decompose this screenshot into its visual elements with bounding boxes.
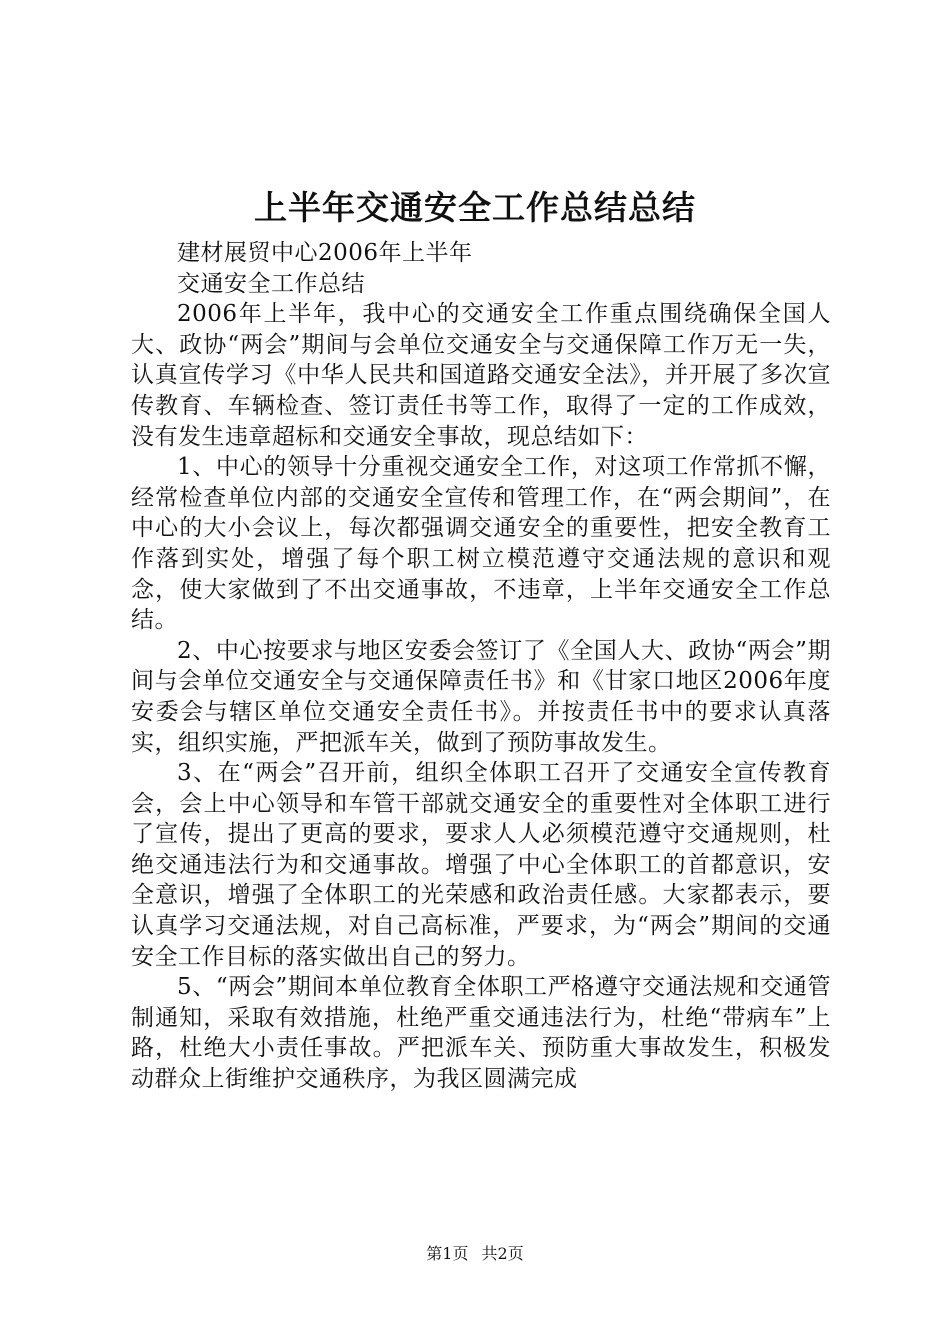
paragraph-item-1: 1、中心的领导十分重视交通安全工作，对这项工作常抓不懈，经常检查单位内部的交通安全宣传和管理工作，在“两会期间”，在中心的大小会议上，每次都强调交通安全的重要性，把安全教育工作落到实处，增强了每个职工树立模范遵守交通法规的意识和观念，使大家做到了不出交通事故，不违章，上半年交通安全工作总结。 xyxy=(131,454,831,634)
paragraph-item-2: 2、中心按要求与地区安委会签订了《全国人大、政协“两会”期间与会单位交通安全与交通保障责任书》和《甘家口地区2006年度安委会与辖区单位交通安全责任书》。并按责任书中的要求认真落实，组织实施，严把派车关，做到了预防事故发生。 xyxy=(131,637,831,756)
page-footer xyxy=(0,1244,950,1264)
paragraph-org-line: 建材展贸中心2006年上半年 xyxy=(177,240,473,266)
paragraph-intro: 2006年上半年，我中心的交通安全工作重点围绕确保全国人大、政协“两会”期间与会单位交通安全与交通保障工作万无一失，认真宣传学习《中华人民共和国道路交通安全法》，并开展了多次宣传教育、车辆检查、签订责任书等工作，取得了一定的工作成效，没有发生违章超标和交通安全事故，现总结如下： xyxy=(131,301,831,450)
document-title: 上半年交通安全工作总结总结 xyxy=(254,188,696,227)
page-number: 第1页 xyxy=(426,1244,469,1263)
page-total: 共2页 xyxy=(481,1244,524,1263)
paragraph-item-5: 5、“两会”期间本单位教育全体职工严格遵守交通法规和交通管制通知，采取有效措施，杜绝严重交通违法行为，杜绝“带病车”上路，杜绝大小责任事故。严把派车关、预防重大事故发生，积极发动群众上街维护交通秩序，为我区圆满完成 xyxy=(131,974,831,1093)
paragraph-subtitle-line: 交通安全工作总结 xyxy=(177,270,365,297)
paragraph-item-3: 3、在“两会”召开前，组织全体职工召开了交通安全宣传教育会，会上中心领导和车管干部就交通安全的重要性对全体职工进行了宣传，提出了更高的要求，要求人人必须模范遵守交通规则，杜绝交通违法行为和交通事故。增强了中心全体职工的首都意识，安全意识，增强了全体职工的光荣感和政治责任感。大家都表示，要认真学习交通法规，对自己高标准，严要求，为“两会”期间的交通安全工作目标的落实做出自己的努力。 xyxy=(131,760,831,970)
document-body xyxy=(131,238,831,1095)
